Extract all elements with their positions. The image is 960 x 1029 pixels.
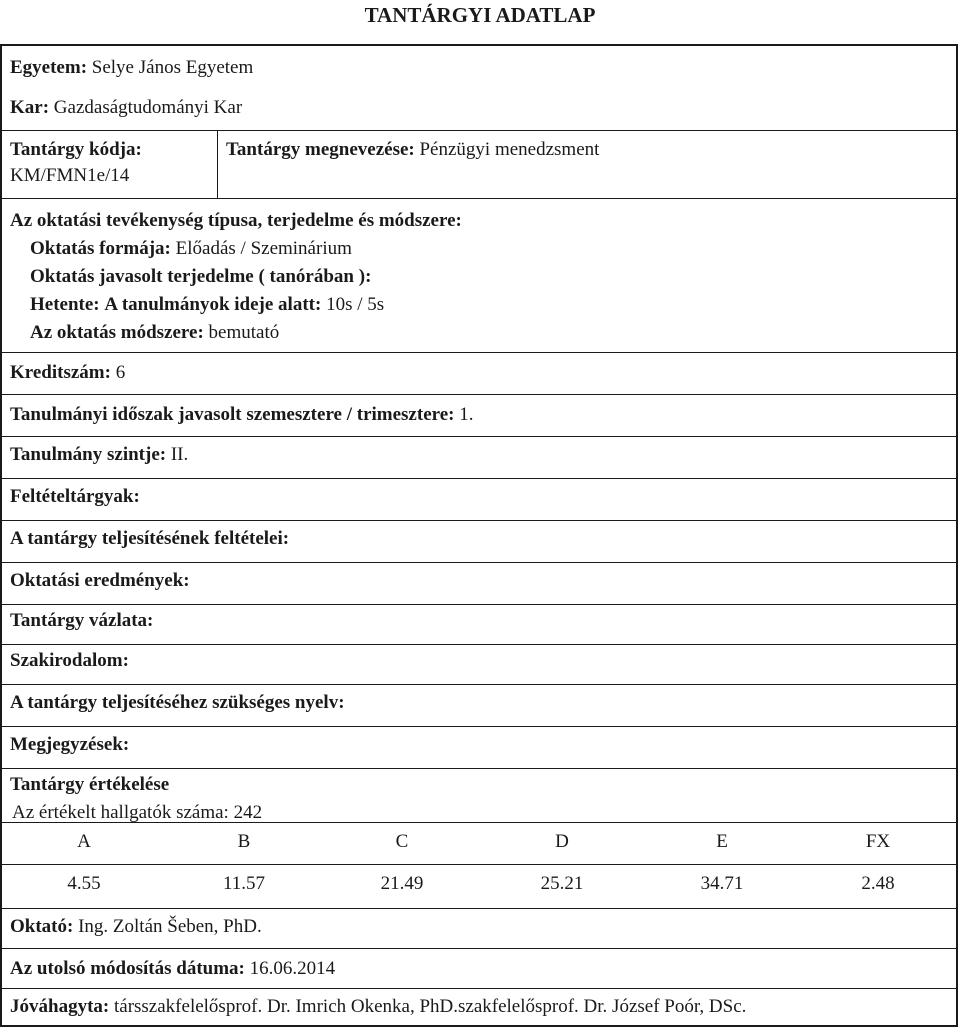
prerequisites-row	[2, 478, 956, 520]
approved-value: társszakfelelősprof. Dr. Imrich Okenka, PhD.szakfelelősprof. Dr. József Poór, DSc.	[113, 996, 747, 1017]
teacher-row	[2, 908, 956, 948]
percentage-a: 4.55	[67, 873, 101, 894]
percentage-e: 34.71	[700, 873, 744, 894]
outline-row	[2, 604, 956, 644]
activity-form-value: Előadás / Szeminárium	[175, 238, 352, 259]
activity-heading: Az oktatási tevékenység típusa, terjedelme és módszere:	[10, 210, 462, 231]
conditions-row	[2, 520, 956, 562]
course-datasheet	[0, 44, 958, 1027]
course-id-row	[2, 130, 956, 198]
grade-d: D	[555, 831, 569, 852]
activity-weekly-label: Hetente:	[30, 294, 100, 315]
grade-b: B	[237, 831, 251, 852]
credits-value: 6	[115, 362, 126, 383]
approved-label: Jóváhagyta:	[10, 996, 110, 1017]
teacher-value: Ing. Zoltán Šeben, PhD.	[78, 916, 262, 937]
semester-row	[2, 394, 956, 436]
course-code-cell	[2, 131, 218, 198]
literature-label: Szakirodalom:	[10, 650, 129, 671]
grade-percentage-row	[2, 864, 956, 904]
outcomes-row	[2, 562, 956, 604]
grade-header-row	[2, 822, 956, 860]
document-title-text: TANTÁRGYI ADATLAP	[364, 3, 596, 27]
grade-c: C	[395, 831, 409, 852]
notes-row	[2, 726, 956, 768]
course-code-label: Tantárgy kódja:	[10, 139, 142, 160]
evaluation-heading: Tantárgy értékelése	[10, 774, 170, 795]
notes-label: Megjegyzések:	[10, 734, 130, 755]
modified-row	[2, 948, 956, 988]
university-label: Egyetem:	[10, 57, 88, 78]
activity-scope-label: Oktatás javasolt terjedelme ( tanórában ):	[30, 266, 372, 287]
course-name-cell	[218, 131, 956, 198]
approved-row	[2, 988, 956, 1027]
course-code-value: KM/FMN1e/14	[10, 165, 130, 186]
grade-fx: FX	[865, 831, 891, 852]
modified-value: 16.06.2014	[249, 958, 336, 979]
credits-label: Kreditszám:	[10, 362, 111, 383]
course-name-value: Pénzügyi menedzsment	[419, 139, 600, 160]
prerequisites-label: Feltételtárgyak:	[10, 486, 140, 507]
university-row	[2, 54, 956, 82]
faculty-value: Gazdaságtudományi Kar	[53, 97, 243, 118]
grade-a: A	[77, 831, 91, 852]
percentage-b: 11.57	[222, 873, 266, 894]
credits-row	[2, 352, 956, 392]
activity-block	[2, 198, 956, 348]
outline-label: Tantárgy vázlata:	[10, 610, 154, 631]
language-label: A tantárgy teljesítéséhez szükséges nyelv:	[10, 692, 345, 713]
evaluated-count: Az értékelt hallgatók száma: 242	[12, 802, 263, 823]
activity-method-value: bemutató	[208, 322, 280, 343]
level-row	[2, 436, 956, 478]
percentage-fx: 2.48	[861, 873, 895, 894]
conditions-label: A tantárgy teljesítésének feltételei:	[10, 528, 290, 549]
language-row	[2, 684, 956, 726]
percentage-d: 25.21	[540, 873, 584, 894]
faculty-row	[2, 94, 956, 122]
course-name-label: Tantárgy megnevezése:	[226, 139, 415, 160]
faculty-label: Kar:	[10, 97, 50, 118]
activity-form-label: Oktatás formája:	[30, 238, 171, 259]
document-title	[0, 2, 960, 28]
activity-period-value: 10s / 5s	[326, 294, 385, 315]
university-value: Selye János Egyetem	[91, 57, 254, 78]
outcomes-label: Oktatási eredmények:	[10, 570, 190, 591]
percentage-c: 21.49	[380, 873, 424, 894]
activity-method-label: Az oktatás módszere:	[30, 322, 204, 343]
activity-period-label: A tanulmányok ideje alatt:	[104, 294, 322, 315]
grade-e: E	[716, 831, 728, 852]
modified-label: Az utolsó módosítás dátuma:	[10, 958, 245, 979]
level-label: Tanulmány szintje:	[10, 444, 167, 465]
semester-value: 1.	[459, 404, 474, 425]
level-value: II.	[170, 444, 189, 465]
literature-row	[2, 644, 956, 684]
semester-label: Tanulmányi időszak javasolt szemesztere / trimesztere:	[10, 404, 455, 425]
teacher-label: Oktató:	[10, 916, 74, 937]
